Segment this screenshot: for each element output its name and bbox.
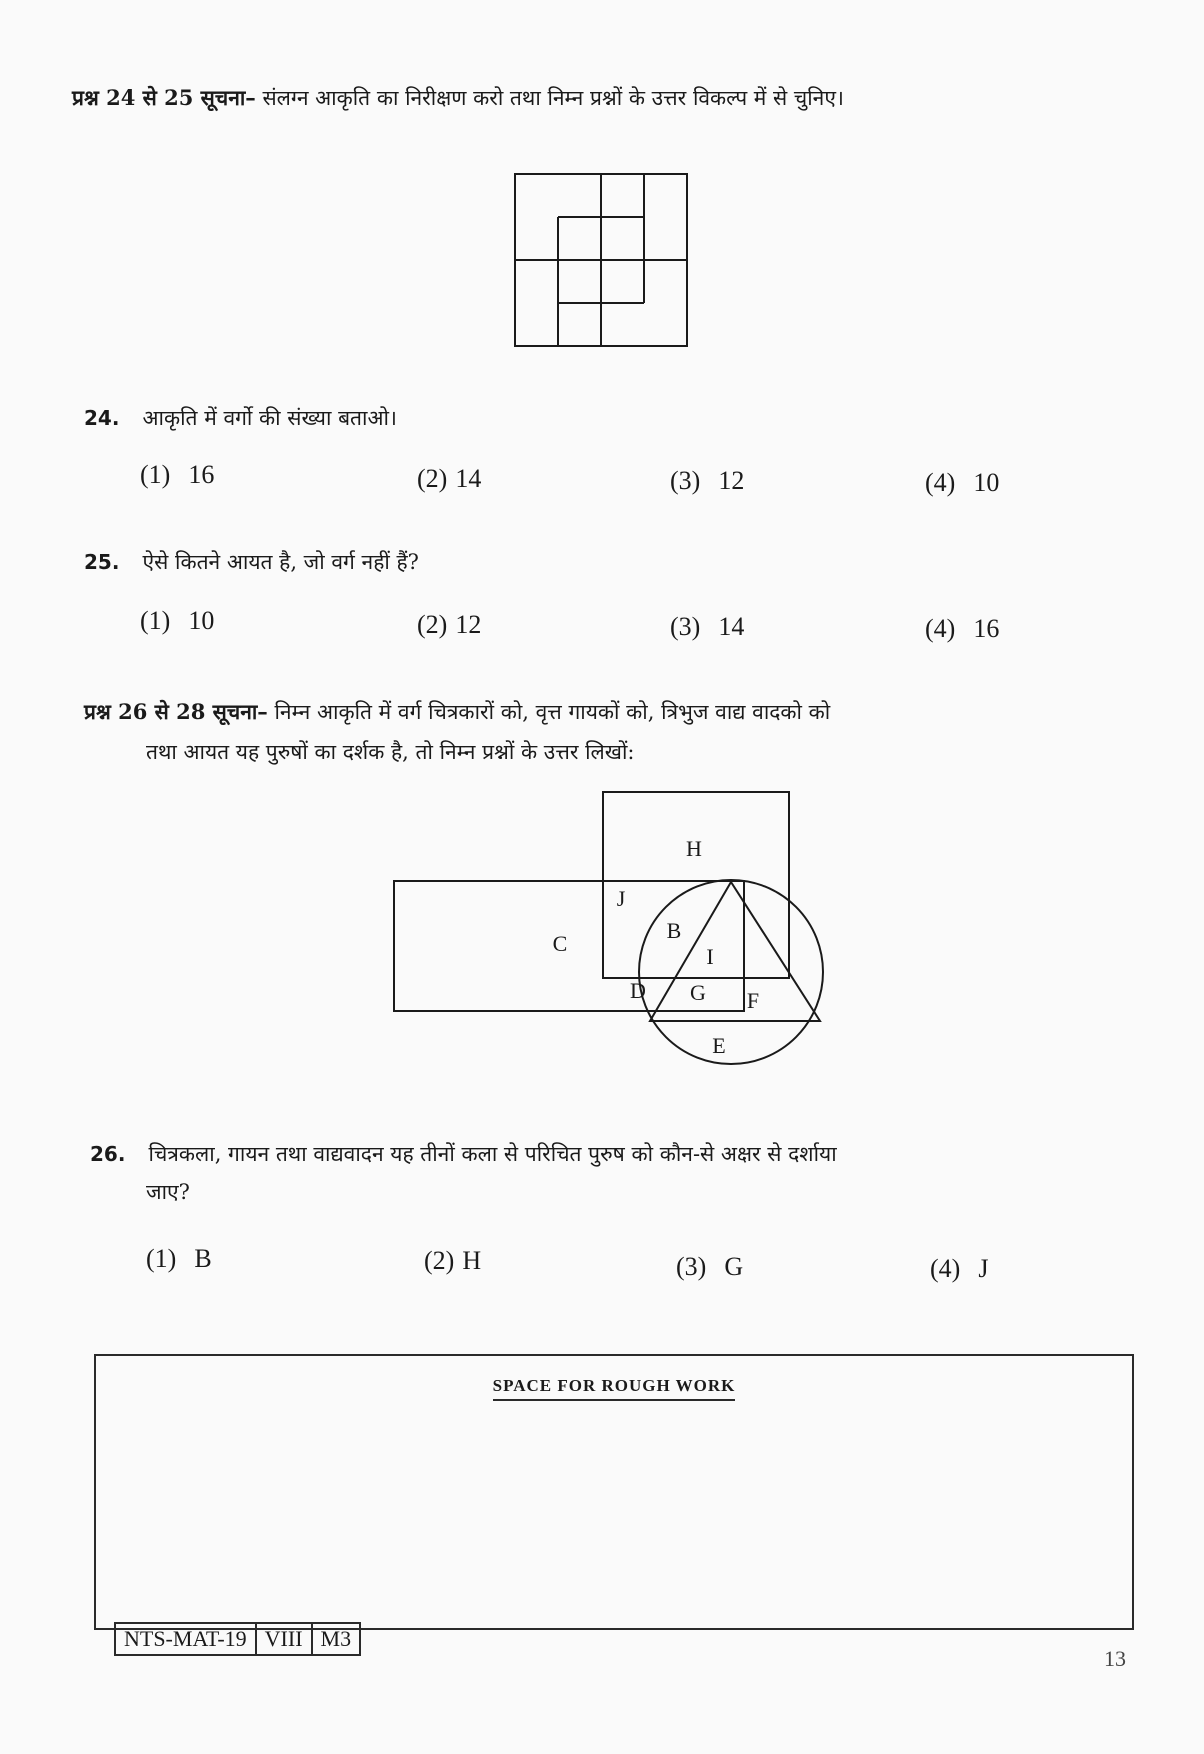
q26-option-2-number: (2) [424,1246,455,1275]
question-26-number: 26. [90,1142,126,1166]
q26-option-2[interactable] [424,1246,481,1276]
q24-option-3-value: 12 [718,466,745,495]
q25-option-1[interactable] [140,606,214,636]
venn-figure [388,786,828,1096]
question-25 [84,548,419,576]
q25-option-2-number: (2) [417,610,448,639]
q25-option-4-value: 16 [973,614,1000,643]
q25-option-2-value: 12 [455,610,482,639]
q26-option-2-value: H [462,1246,482,1275]
circle-shape [639,880,823,1064]
q25-option-1-value: 10 [188,606,215,635]
q26-option-1[interactable] [146,1244,212,1274]
question-24 [84,404,397,432]
question-26-text: चित्रकला, गायन तथा वाद्यवादन यह तीनों कला से परिचित पुरुष को कौन-से अक्षर से दर्शाया [148,1142,837,1166]
instruction-q26-28-line2: तथा आयत यह पुरुषों का दर्शक है, तो निम्न प्रश्नों के उत्तर लिखों: [146,740,635,764]
footer-class: VIII [256,1623,312,1655]
rough-work-title: SPACE FOR ROUGH WORK [493,1376,736,1401]
instruction-q26-28-text1: निम्न आकृति में वर्ग चित्रकारों को, वृत्त गायकों को, त्रिभुज वाद्य वादको को [267,700,831,724]
q24-option-3-number: (3) [670,466,701,495]
label-f: F [746,988,760,1013]
q26-option-3-number: (3) [676,1252,707,1281]
instruction-q26-28 [84,692,1134,772]
label-b: B [666,918,682,943]
q26-option-1-number: (1) [146,1244,177,1273]
triangle-shape [650,882,820,1021]
q24-option-4-value: 10 [973,468,1000,497]
label-g: G [690,980,706,1005]
rough-work-title-wrap [96,1376,1132,1396]
q24-option-1-number: (1) [140,460,171,489]
q24-option-2[interactable] [417,464,481,494]
label-d: D [630,978,646,1003]
instruction-q24-25-text: संलग्न आकृति का निरीक्षण करो तथा निम्न प्रश्नों के उत्तर विकल्प में से चुनिए। [255,86,844,110]
q24-option-4-number: (4) [925,468,956,497]
label-h: H [686,836,702,861]
footer-paper-code: NTS-MAT-19 [115,1623,256,1655]
label-j: J [616,886,626,911]
footer-code-table [114,1622,361,1656]
q25-option-3[interactable] [670,612,744,642]
q26-option-3-value: G [724,1252,744,1281]
instruction-q24-25 [72,78,1132,118]
q24-option-4[interactable] [925,468,999,498]
q26-option-1-value: B [194,1244,212,1273]
q25-option-4-number: (4) [925,614,956,643]
question-25-number: 25. [84,550,120,574]
q26-option-4[interactable] [930,1254,988,1284]
label-i: I [706,944,714,969]
footer-set: M3 [312,1623,361,1655]
question-24-text: आकृति में वर्गो की संख्या बताओ। [142,406,397,430]
rough-work-box[interactable] [94,1354,1134,1630]
q24-option-3[interactable] [670,466,744,496]
label-c: C [552,931,568,956]
instruction-q24-25-heading: प्रश्न 24 से 25 सूचना– [72,85,256,110]
q25-option-3-value: 14 [718,612,745,641]
instruction-q26-28-line1 [84,692,1134,732]
q25-option-1-number: (1) [140,606,171,635]
question-26-line1 [90,1140,1130,1168]
q25-option-4[interactable] [925,614,999,644]
q26-option-4-number: (4) [930,1254,961,1283]
squares-figure [505,168,695,354]
page-number: 13 [1104,1646,1126,1671]
question-26-text-line2: जाए? [146,1180,190,1204]
q25-option-3-number: (3) [670,612,701,641]
q26-option-3[interactable] [676,1252,743,1282]
question-24-number: 24. [84,406,120,430]
q24-option-2-value: 14 [455,464,482,493]
label-e: E [712,1033,726,1058]
q24-option-1[interactable] [140,460,214,490]
question-25-text: ऐसे कितने आयत है, जो वर्ग नहीं हैं? [142,550,419,574]
instruction-q26-28-heading: प्रश्न 26 से 28 सूचना– [84,699,268,724]
q24-option-1-value: 16 [188,460,215,489]
q26-option-4-value: J [978,1254,989,1283]
q24-option-2-number: (2) [417,464,448,493]
q25-option-2[interactable] [417,610,481,640]
question-26 [90,1140,1130,1206]
